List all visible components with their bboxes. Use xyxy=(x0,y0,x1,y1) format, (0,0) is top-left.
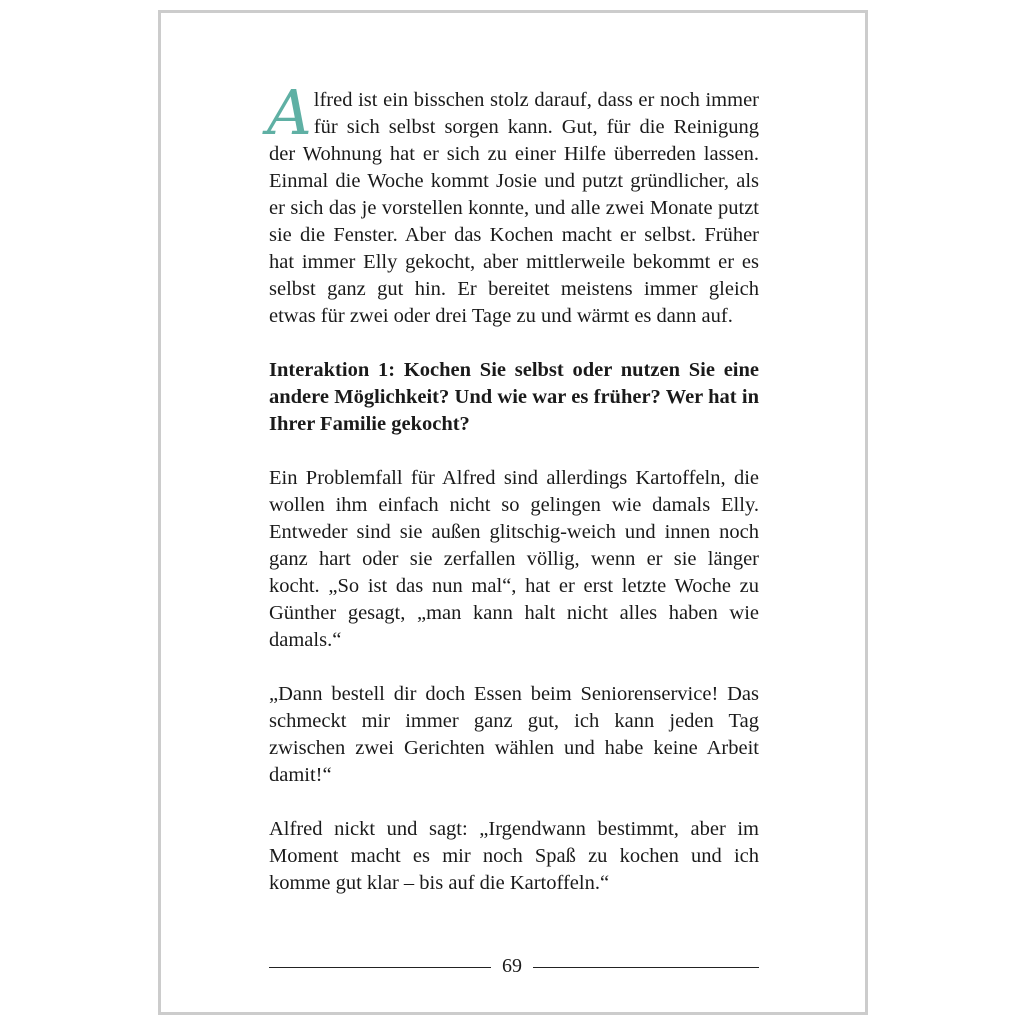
book-page xyxy=(158,10,868,1015)
paragraph-intro xyxy=(267,76,759,330)
drop-cap-letter: A xyxy=(267,76,312,149)
paragraph-intro-text: lfred ist ein bisschen stolz darauf, dass er noch immer für sich selbst sorgen kann. Gut, für die Reinigung der Wohnung hat er sich zu einer Hilfe überreden lassen. Einmal die Woche kommt Josie und putzt gründlicher, als er sich das je vorstellen konnte, und alle zwei Monate putzt sie die Fenster. Aber das Kochen macht er selbst. Früher hat immer Elly gekocht, aber mittlerweile bekommt er es selbst ganz gut hin. Er bereitet meistens immer gleich etwas für zwei oder drei Tage zu und wärmt es dann auf. xyxy=(269,89,759,327)
footer-rule-left xyxy=(269,967,491,968)
paragraph-potatoes: Ein Problemfall für Alfred sind allerdings Kartoffeln, die wollen ihm einfach nicht so gelingen wie damals Elly. Entweder sind sie außen glitschig-weich und innen noch ganz hart oder sie zerfallen völlig, wenn er sie länger kocht. „So ist das nun mal“, hat er erst letzte Woche zu Günther gesagt, „man kann halt nicht alles haben wie damals.“ xyxy=(269,467,759,651)
footer-rule-right xyxy=(533,967,759,968)
page-number: 69 xyxy=(502,955,522,977)
paragraph-closing: Alfred nickt und sagt: „Irgendwann bestimmt, aber im Moment macht es mir noch Spaß zu kochen und ich komme gut klar – bis auf die Kartoffeln.“ xyxy=(269,818,759,894)
page-footer xyxy=(269,953,759,980)
interaction-prompt: Interaktion 1: Kochen Sie selbst oder nutzen Sie eine andere Möglichkeit? Und wie war es früher? Wer hat in Ihrer Familie gekocht? xyxy=(269,359,759,435)
body-text xyxy=(267,76,759,897)
paragraph-dialogue-reply: „Dann bestell dir doch Essen beim Seniorenservice! Das schmeckt mir immer ganz gut, ich kann jeden Tag zwischen zwei Gerichten wählen und habe keine Arbeit damit!“ xyxy=(269,683,759,786)
